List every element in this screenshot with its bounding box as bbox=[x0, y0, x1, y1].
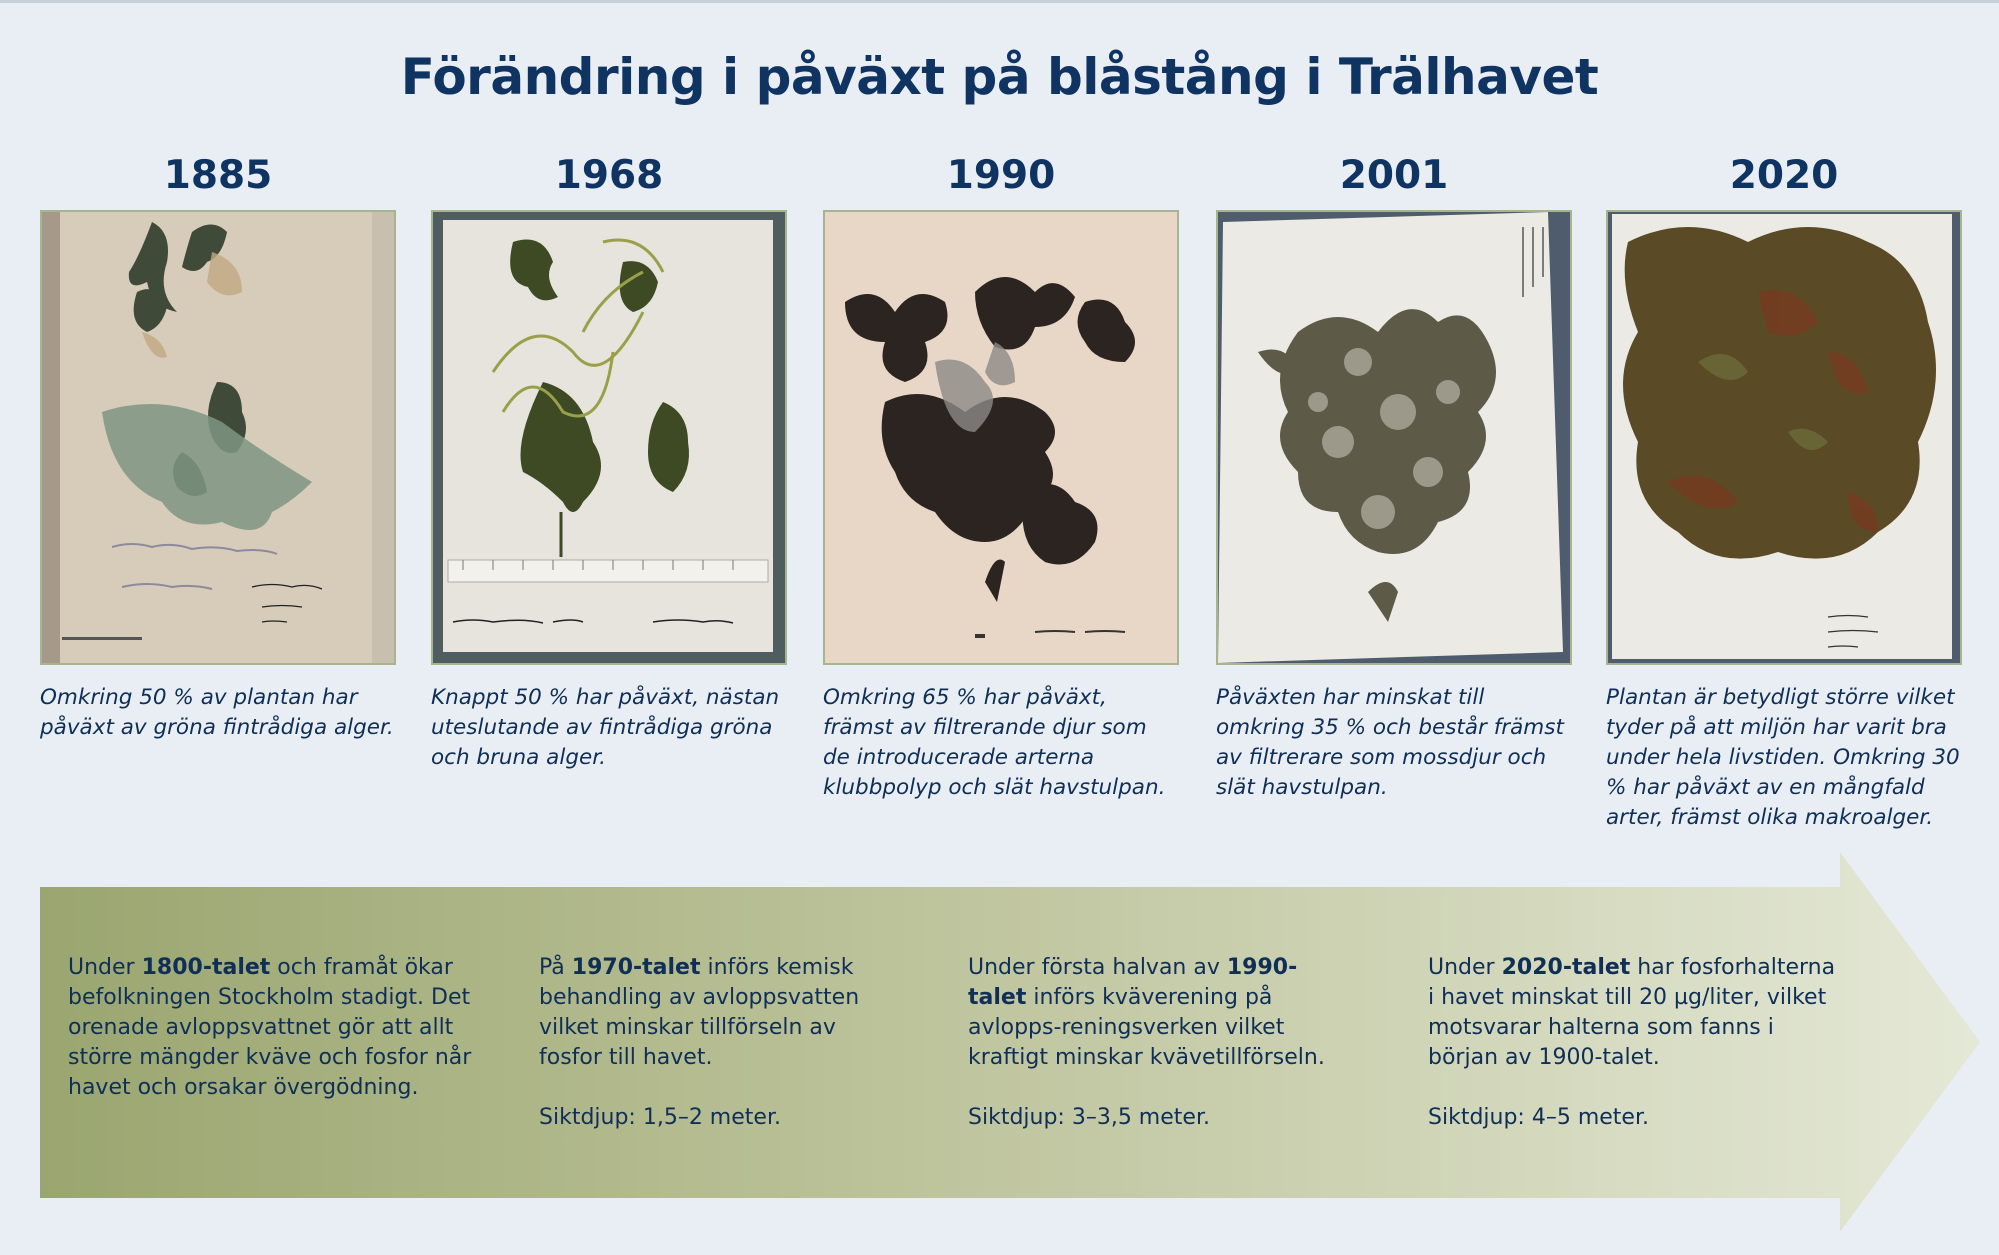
siktdjup-value: Siktdjup: 4–5 meter. bbox=[1428, 1105, 1649, 1130]
timeline-text-2020: Under 2020-talet har fosforhalterna i havet minskat till 20 µg/liter, vilket motsvarar halterna som fanns i början av 1900-talet. Siktdjup: 4–5 meter. bbox=[1428, 953, 1848, 1133]
timeline-text-1990: Under första halvan av 1990-talet införs kväverening på avlopps-reningsverken vilket kraftigt minskar kvävetillförseln. Siktdjup: 3–3,5 meter. bbox=[968, 953, 1348, 1133]
specimen-photo-2001 bbox=[1216, 210, 1572, 665]
year-label: 1885 bbox=[163, 153, 273, 198]
year-label: 2020 bbox=[1729, 153, 1839, 198]
year-label: 1990 bbox=[946, 153, 1056, 198]
seaweed-specimen-image bbox=[42, 212, 394, 663]
seaweed-specimen-image bbox=[1218, 212, 1570, 663]
timeline-column-1968 bbox=[431, 150, 787, 773]
specimen-photo-1885 bbox=[40, 210, 396, 665]
timeline-column-2001 bbox=[1216, 150, 1572, 803]
specimen-caption: Omkring 65 % har påväxt, främst av filtrerande djur som de introducerade arterna klubbpolyp och slät havstulpan. bbox=[823, 685, 1166, 800]
year-label: 2001 bbox=[1339, 153, 1449, 198]
timeline-column-1885 bbox=[40, 150, 396, 743]
seaweed-specimen-image bbox=[1608, 212, 1960, 663]
siktdjup-value: Siktdjup: 1,5–2 meter. bbox=[539, 1105, 781, 1130]
specimen-caption: Omkring 50 % av plantan har påväxt av gröna fintrådiga alger. bbox=[40, 685, 394, 740]
era-label: 1800-talet bbox=[141, 955, 271, 980]
era-label: 2020-talet bbox=[1501, 955, 1631, 980]
specimen-caption: Knappt 50 % har påväxt, nästan uteslutande av fintrådiga gröna och bruna alger. bbox=[431, 685, 780, 770]
specimen-photo-1968 bbox=[431, 210, 787, 665]
specimen-photo-2020 bbox=[1606, 210, 1962, 665]
era-label: 1970-talet bbox=[571, 955, 701, 980]
top-divider bbox=[0, 0, 1999, 3]
seaweed-specimen-image bbox=[825, 212, 1177, 663]
timeline-column-2020 bbox=[1606, 150, 1962, 833]
seaweed-specimen-image bbox=[433, 212, 785, 663]
specimen-caption: Påväxten har minskat till omkring 35 % och består främst av filtrerare som mossdjur och slät havstulpan. bbox=[1216, 685, 1564, 800]
siktdjup-value: Siktdjup: 3–3,5 meter. bbox=[968, 1105, 1210, 1130]
era-label: 1990-talet bbox=[968, 955, 1298, 1010]
timeline-text-1970: På 1970-talet införs kemisk behandling av avloppsvatten vilket minskar tillförseln av fosfor till havet. Siktdjup: 1,5–2 meter. bbox=[539, 953, 884, 1133]
specimen-photo-1990 bbox=[823, 210, 1179, 665]
specimen-caption: Plantan är betydligt större vilket tyder på att miljön har varit bra under hela livstiden. Omkring 30 % har påväxt av en mångfald arter, främst olika makroalger. bbox=[1606, 685, 1960, 830]
page-title: Förändring i påväxt på blåstång i Trälhavet bbox=[400, 48, 1599, 106]
timeline-text-1800: Under 1800-talet och framåt ökar befolkningen Stockholm stadigt. Det orenade avloppsvattnet gör att allt större mängder kväve och fosfor når havet och orsakar övergödning. bbox=[68, 955, 472, 1100]
year-label: 1968 bbox=[554, 153, 664, 198]
timeline-column-1990 bbox=[823, 150, 1179, 803]
